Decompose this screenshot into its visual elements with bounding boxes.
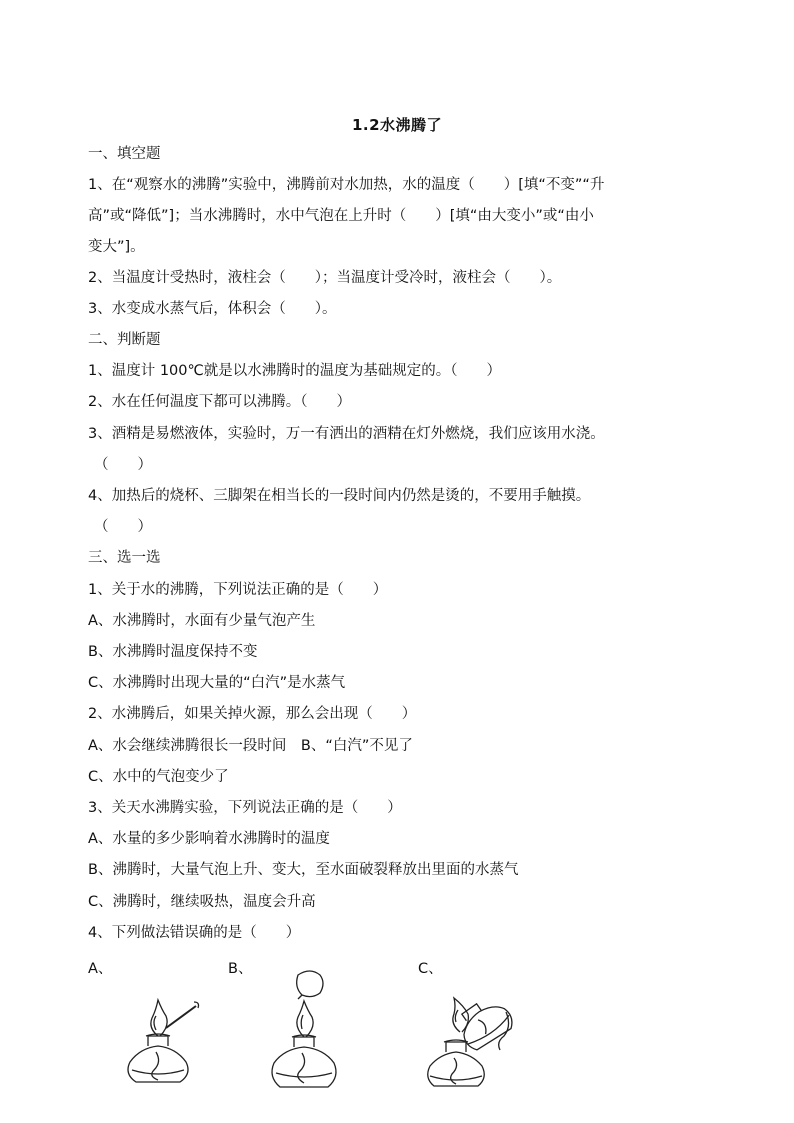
page-title: 1.2水沸腾了 bbox=[351, 116, 443, 134]
choose-question-2-option-c: C、水中的气泡变少了 bbox=[88, 769, 229, 785]
section-heading-choose: 三、选一选 bbox=[88, 550, 161, 566]
choose-question-3-option-b: B、沸腾时，大量气泡上升、变大，至水面破裂释放出里面的水蒸气 bbox=[88, 862, 519, 878]
judge-question-4-line-1: 4、加热后的烧杯、三脚架在相当长的一段时间内仍然是烫的，不要用手触摸。 bbox=[88, 488, 591, 504]
judge-question-1: 1、温度计 100℃就是以水沸腾时的温度为基础规定的。（ ） bbox=[88, 363, 502, 379]
choose-question-4-option-c: C、 bbox=[418, 961, 443, 977]
choose-question-1-option-b: B、水沸腾时温度保持不变 bbox=[88, 644, 258, 660]
fill-question-1-line-2: 高”或“降低”]；当水沸腾时，水中气泡在上升时（ ）[填“由大变小”或“由小 bbox=[88, 208, 594, 224]
alcohol-lamp-lit-with-match-icon bbox=[118, 990, 208, 1090]
choose-question-2: 2、水沸腾后，如果关掉火源，那么会出现（ ） bbox=[88, 706, 417, 722]
fill-question-3: 3、水变成水蒸气后，体积会（ ）。 bbox=[88, 301, 337, 317]
section-heading-judge: 二、判断题 bbox=[88, 332, 161, 348]
choose-question-2-option-ab: A、水会继续沸腾很长一段时间 B、“白汽”不见了 bbox=[88, 738, 413, 754]
alcohol-lamp-blown-out-icon bbox=[262, 965, 352, 1095]
choose-question-1-option-a: A、水沸腾时，水面有少量气泡产生 bbox=[88, 613, 316, 629]
choose-question-1-option-c: C、水沸腾时出现大量的“白汽”是水蒸气 bbox=[88, 675, 346, 691]
judge-question-3-line-2: （ ） bbox=[94, 457, 152, 473]
fill-question-1-line-1: 1、在“观察水的沸腾”实验中，沸腾前对水加热，水的温度（ ）[填“不变”“升 bbox=[88, 177, 605, 193]
section-heading-fill: 一、填空题 bbox=[88, 146, 161, 162]
choose-question-1: 1、关于水的沸腾，下列说法正确的是（ ） bbox=[88, 582, 388, 598]
fill-question-2: 2、当温度计受热时，液柱会（ ）；当温度计受冷时，液柱会（ ）。 bbox=[88, 270, 562, 286]
choose-question-4-option-b: B、 bbox=[228, 961, 253, 977]
judge-question-2: 2、水在任何温度下都可以沸腾。（ ） bbox=[88, 394, 351, 410]
alcohol-lamp-lit-from-another-lamp-icon bbox=[420, 992, 530, 1092]
choose-question-3-option-c: C、沸腾时，继续吸热，温度会升高 bbox=[88, 894, 316, 910]
choose-question-4: 4、下列做法错误确的是（ ） bbox=[88, 925, 301, 941]
choose-question-3-option-a: A、水量的多少影响着水沸腾时的温度 bbox=[88, 831, 330, 847]
judge-question-4-line-2: （ ） bbox=[94, 519, 152, 535]
choose-question-3: 3、关天水沸腾实验，下列说法正确的是（ ） bbox=[88, 800, 402, 816]
choose-question-4-option-a: A、 bbox=[88, 961, 113, 977]
fill-question-1-line-3: 变大”]。 bbox=[88, 239, 145, 255]
judge-question-3-line-1: 3、酒精是易燃液体，实验时，万一有洒出的酒精在灯外燃烧，我们应该用水浇。 bbox=[88, 426, 605, 442]
